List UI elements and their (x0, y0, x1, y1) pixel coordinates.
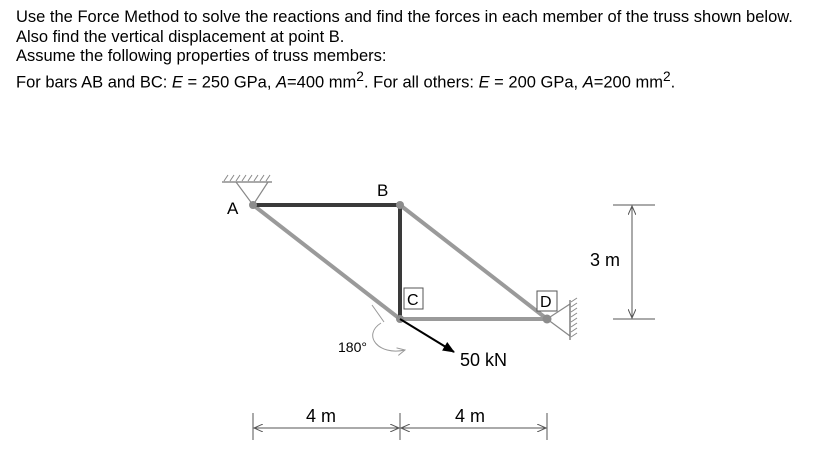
node-d (543, 315, 552, 324)
node-a (249, 201, 257, 209)
node-label-d: D (540, 294, 552, 311)
load-label: 50 kN (460, 350, 508, 370)
span-dimension (253, 413, 547, 440)
span-right-label: 4 m (455, 406, 486, 426)
span-left-label: 4 m (306, 406, 337, 426)
node-label-b: B (377, 181, 389, 200)
problem-line-4: For bars AB and BC: E = 250 GPa, A=400 $mm^2$. For all others: E = 200 GPa, A=200 $mm^2$. (16, 68, 676, 92)
problem-line-2: Also find the vertical displacement at point B. (16, 27, 345, 46)
node-label-a: A (227, 199, 239, 218)
angle-label: 180° (338, 339, 367, 355)
bar-ac (253, 205, 400, 319)
angle-arc (373, 323, 405, 351)
problem-line-3: Assume the following properties of truss members: (16, 47, 387, 66)
problem-line-1: Use the Force Method to solve the reactions and find the forces in each member of the truss shown below. (16, 8, 793, 26)
load-arrow (400, 319, 454, 352)
node-label-c: C (407, 292, 419, 309)
node-b (396, 201, 404, 209)
height-dimension-label: 3 m (590, 250, 621, 270)
